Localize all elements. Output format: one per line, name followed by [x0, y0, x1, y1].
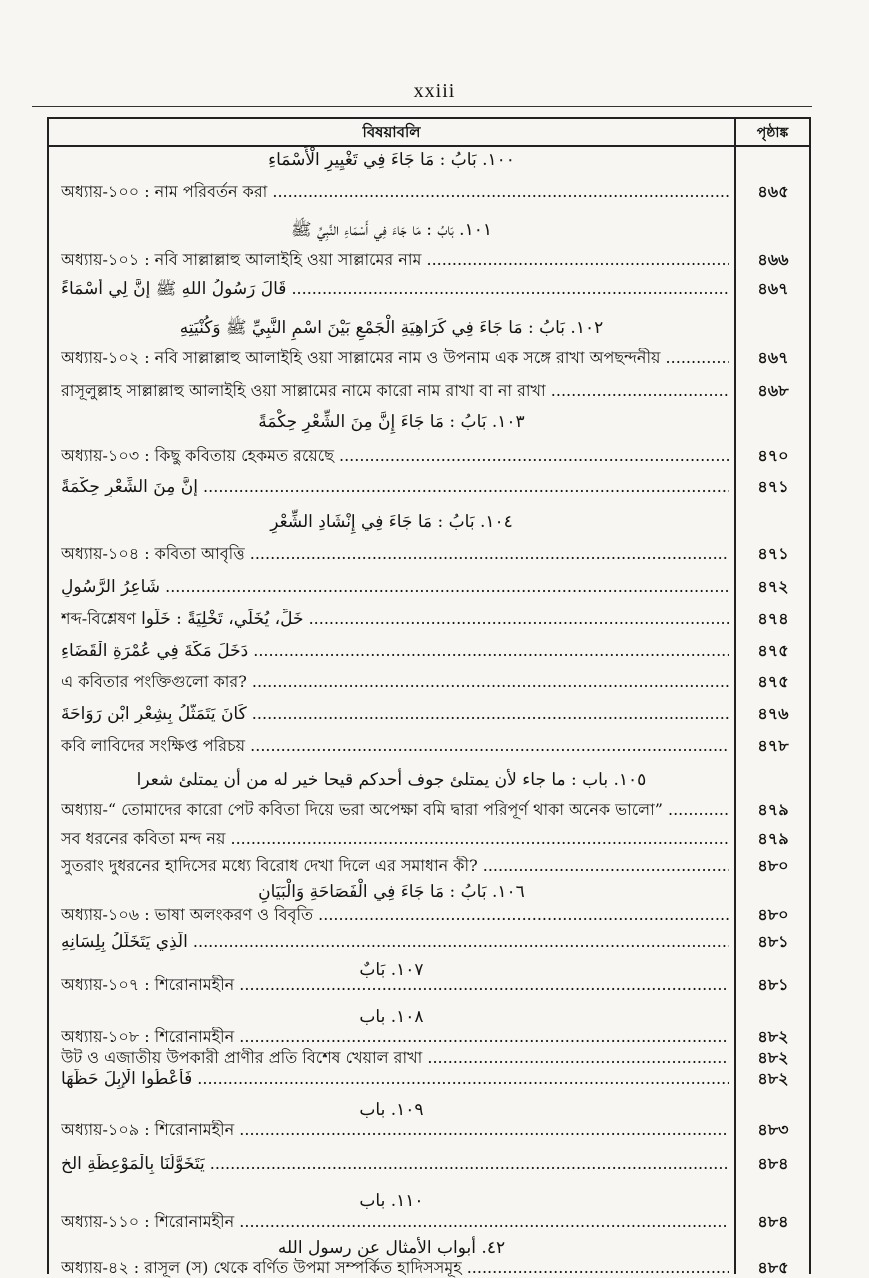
page-number-cell: ৪৮১ — [757, 975, 789, 994]
page-number-cell: ৪৭৯ — [757, 829, 789, 848]
page-number-cell: ৪৬৭ — [757, 279, 789, 298]
arabic-phrase: قَالَ رَسُولُ اللهِ ﷺ إِنَّ لِي أَسْمَاءً — [61, 279, 287, 299]
entry-title: এ কবিতার পংক্তিগুলো কার? ..... — [61, 672, 729, 692]
page-number-cell: ৪৮৩ — [757, 1120, 789, 1139]
table-header — [49, 119, 809, 147]
entry-title: কবি লাবিদের সংক্ষিপ্ত পরিচয় ..... — [61, 736, 729, 756]
page-number-cell: ৪৭৬ — [757, 704, 789, 723]
page-number-cell: ৪৬৭ — [757, 348, 789, 367]
arabic-phrase: خَلِّ، يُخَلِّي، تَخْلِيَةً : خَلُّوا — [141, 609, 304, 629]
page-number-cell: ৪৬৮ — [757, 381, 789, 400]
entry-title: সব ধরনের কবিতা মন্দ নয় ..... — [61, 829, 729, 849]
page-number-cell: ৪৭১ — [757, 544, 789, 563]
page-number-cell: ৪৮০ — [757, 856, 789, 875]
entry-title: সুতরাং দুধরনের হাদিসের মধ্যে বিরোধ দেখা দিলে এর সমাধান কী? ..... — [61, 856, 729, 876]
arabic-heading-text: ١٠٦. بَابُ : مَا جَاءَ فِي الْفَصَاحَةِ وَالْبَيَانِ — [258, 882, 525, 902]
arabic-heading-text: ١٠٧. بَابٌ — [359, 960, 424, 980]
arabic-heading-text: ١١٠. باب — [359, 1191, 424, 1211]
entry-title: অধ্যায়-১০২ : নবি সাল্লাল্লাহু আলাইহি ওয়া সাল্লামের নাম ও উপনাম এক সঙ্গে রাখা অপছন্দনীয় ..... — [61, 348, 729, 368]
entry-title-arabic — [61, 279, 729, 299]
column-divider — [734, 119, 736, 1274]
page-number-cell: ৪৮২ — [757, 1048, 789, 1067]
entry-title: উট ও এজাতীয় উপকারী প্রাণীর প্রতি বিশেষ খেয়াল রাখা ..... — [61, 1048, 729, 1068]
arabic-heading-text: ١٠٥. باب : ما جاء لأن يمتلئ جوف أحدكم قيحا خير له من أن يمتلئ شعرا — [136, 770, 647, 790]
page-number-cell: ৪৭৫ — [757, 672, 789, 691]
arabic-phrase: الَّذِي يَتَخَلَّلُ بِلِسَانِهِ — [61, 932, 188, 952]
page-number-cell: ৪৮৪ — [757, 1212, 789, 1231]
entry-title-arabic — [61, 704, 729, 724]
toc-table — [47, 117, 811, 1277]
entry-title: অধ্যায়-১০৩ : কিছু কবিতায় হেকমত রয়েছে ..... — [61, 446, 729, 466]
arabic-heading-text: ١٠٠. بَابُ : مَا جَاءَ فِي تَغْيِيرِ الْأَسْمَاءِ — [268, 150, 515, 170]
page-number-cell: ৪৮১ — [757, 932, 789, 951]
arabic-phrase: شَاعِرُ الرَّسُولِ — [61, 577, 161, 597]
entry-title: অধ্যায়-১০৪ : কবিতা আবৃত্তি ..... — [61, 544, 729, 564]
page-number-cell: ৪৮০ — [757, 905, 789, 924]
page-number-cell: ৪৮৪ — [757, 1154, 789, 1173]
arabic-phrase: يَتَخَوَّلُنَا بِالْمَوْعِظَةِ الخ — [61, 1154, 205, 1174]
page-number-cell: ৪৮৫ — [757, 1258, 789, 1277]
arabic-heading-text: ١٠٩. باب — [359, 1100, 424, 1120]
page-number-cell: ৪৭৮ — [757, 736, 789, 755]
subject-column-header: বিষয়াবলি — [362, 123, 421, 141]
entry-title: অধ্যায়-১০১ : নবি সাল্লাল্লাহু আলাইহি ওয়া সাল্লামের নাম ..... — [61, 250, 729, 270]
entry-title: অধ্যায়-১০৯ : শিরোনামহীন ..... — [61, 1120, 729, 1140]
arabic-heading-text: ١٠٣. بَابُ : مَا جَاءَ إِنَّ مِنَ الشِّعْرِ حِكْمَةً — [258, 412, 525, 432]
entry-title-arabic — [61, 641, 729, 661]
page-number-cell: ৪৬৬ — [757, 250, 789, 269]
page-number-cell: ৪৭৯ — [757, 800, 789, 819]
page-column-header: পৃষ্ঠাঙ্ক — [756, 125, 789, 141]
page-number-cell: ৪৭১ — [757, 477, 789, 496]
arabic-phrase: إِنَّ مِنَ الشِّعْرِ حِكْمَةً — [61, 477, 198, 497]
entry-title-arabic — [61, 1154, 729, 1174]
arabic-heading-text: ١٠٢. بَابُ : مَا جَاءَ فِي كَرَاهِيَةِ الْجَمْعِ بَيْنَ اسْمِ النَّبِيِّ ﷺ وَكُنْيَتِهِ — [179, 318, 604, 338]
entry-title: রাসূলুল্লাহ সাল্লাল্লাহু আলাইহি ওয়া সাল্লামের নামে কারো নাম রাখা বা না রাখা ..... — [61, 381, 729, 401]
arabic-phrase: دَخَلَ مَكَّةَ فِي عُمْرَةِ الْقَضَاءِ — [61, 641, 249, 661]
entry-title-arabic — [61, 1069, 729, 1089]
entry-title: অধ্যায়-৪২ : রাসূল (স) থেকে বর্ণিত উপমা সম্পর্কিত হাদিসসমূহ ..... — [61, 1258, 729, 1278]
arabic-heading-text: ٤٢. أبواب الأمثال عن رسول الله — [277, 1238, 506, 1258]
entry-title: অধ্যায়-১০৬ : ভাষা অলংকরণ ও বিবৃতি ..... — [61, 905, 729, 925]
entry-title: অধ্যায়-১০৭ : শিরোনামহীন ..... — [61, 975, 729, 995]
page-number-cell: ৪৬৫ — [757, 182, 789, 201]
top-rule — [32, 106, 812, 107]
page-number-cell: ৪৭০ — [757, 446, 789, 465]
arabic-heading-text: ١٠٤. بَابُ : مَا جَاءَ فِي إِنْشَادِ الشِّعْرِ — [270, 512, 513, 532]
page-number-cell: ৪৮২ — [757, 1069, 789, 1088]
arabic-heading-text: ١٠١. بَابُ : مَا جَاءَ فِي أَسْمَاءِ النَّبِيِّ ﷺ — [291, 220, 492, 240]
page-number-cell: ৪৭২ — [757, 577, 789, 596]
entry-title: অধ্যায়-১০০ : নাম পরিবর্তন করা ..... — [61, 182, 729, 202]
entry-title-mixed — [61, 609, 729, 629]
entry-title: অধ্যায়-১০৮ : শিরোনামহীন ..... — [61, 1027, 729, 1047]
entry-title-arabic — [61, 477, 729, 497]
page-number-cell: ৪৮২ — [757, 1027, 789, 1046]
entry-title: অধ্যায়-১১০ : শিরোনামহীন ..... — [61, 1212, 729, 1232]
arabic-phrase: فَأَعْطُوا الْإِبِلَ حَظَّهَا — [61, 1069, 193, 1089]
entry-prefix: শব্দ-বিশ্লেষণ — [61, 609, 136, 628]
page-number-cell: ৪৭৫ — [757, 641, 789, 660]
entry-title: অধ্যায়-“ তোমাদের কারো পেট কবিতা দিয়ে ভরা অপেক্ষা বমি দ্বারা পরিপূর্ণ থাকা অনেক ভালো” ..... — [61, 800, 729, 820]
page-number-cell: ৪৭৪ — [757, 609, 789, 628]
page-number: xxiii — [413, 80, 456, 102]
entry-title-arabic — [61, 577, 729, 597]
arabic-phrase: كَانَ يَتَمَثَّلُ بِشِعْرِ ابْنِ رَوَاحَةَ — [61, 704, 247, 724]
arabic-heading-text: ١٠٨. باب — [359, 1007, 424, 1027]
entry-title-arabic — [61, 932, 729, 952]
